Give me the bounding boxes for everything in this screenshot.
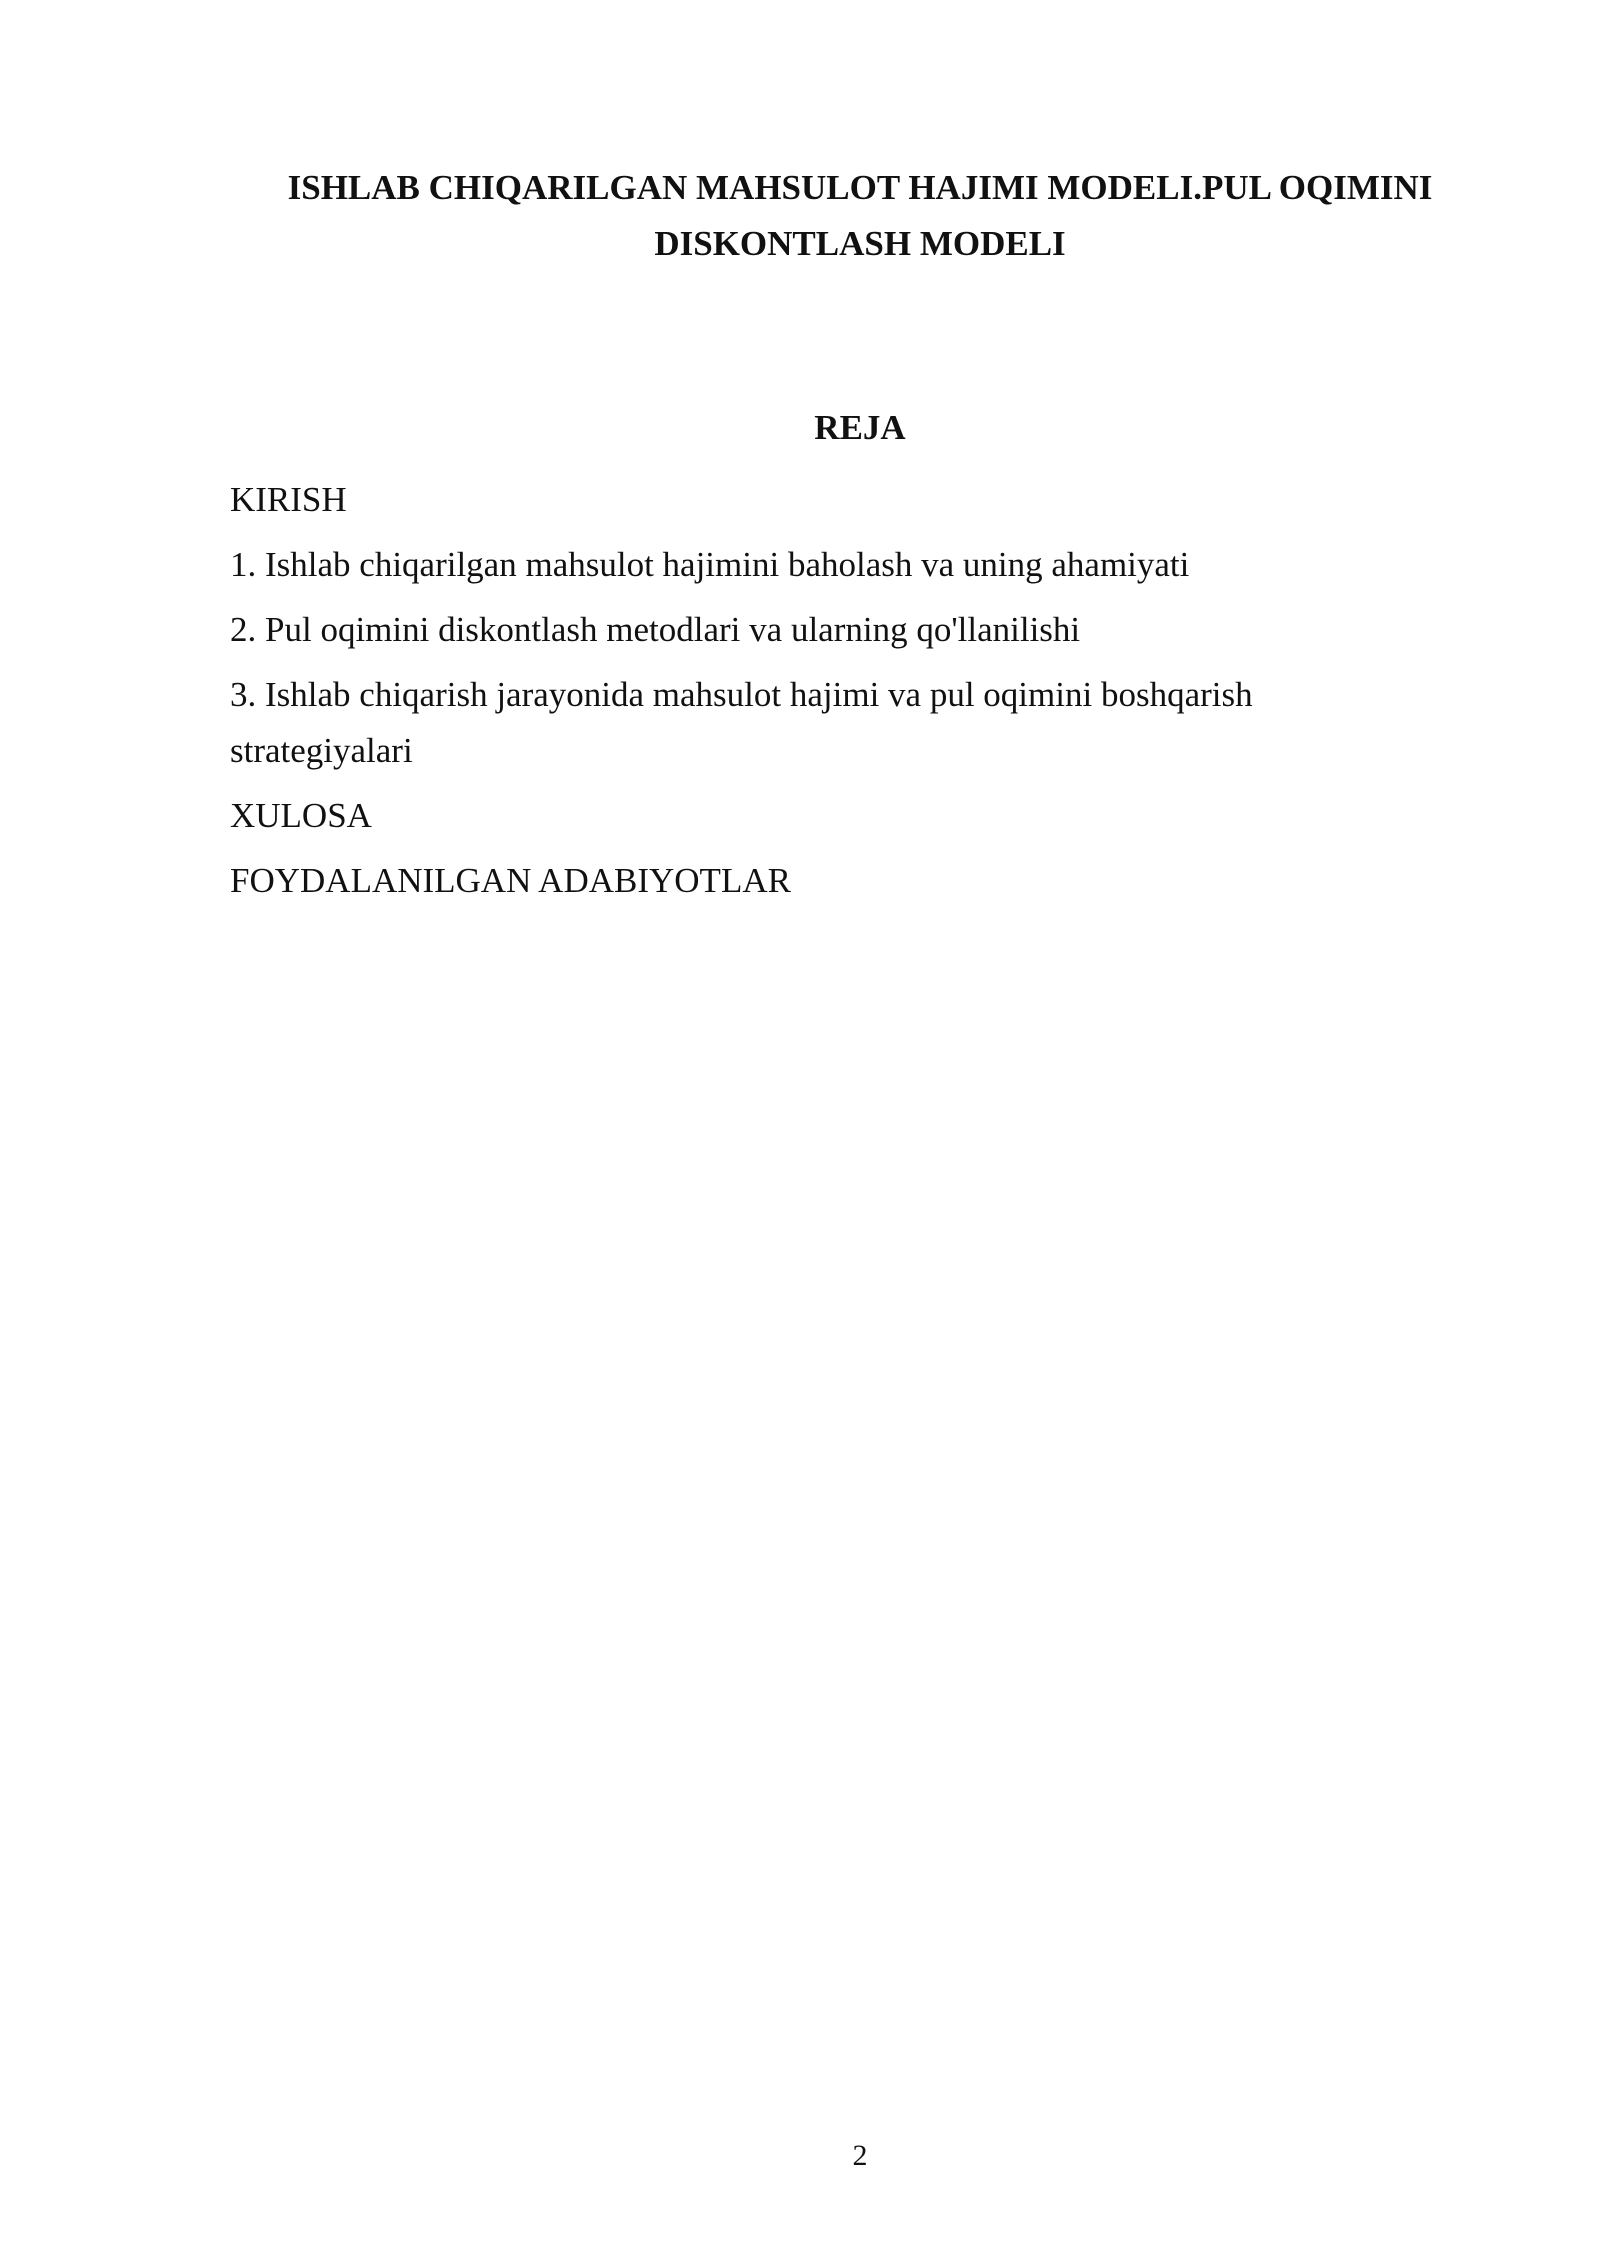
- plan-item-3: 3. Ishlab chiqarish jarayonida mahsulot hajimi va pul oqimini boshqarish strategiyalari: [230, 675, 1253, 770]
- plan-item-intro: KIRISH: [230, 480, 347, 519]
- document-title-line-1: ISHLAB CHIQARILGAN MAHSULOT HAJIMI MODELI.PUL OQIMINI: [287, 168, 1433, 207]
- plan-item-conclusion: XULOSA: [230, 796, 372, 835]
- page-number: 2: [852, 2139, 868, 2172]
- plan-item-references: FOYDALANILGAN ADABIYOTLAR: [230, 861, 791, 900]
- plan-list: [230, 472, 1430, 918]
- plan-item-2: 2. Pul oqimini diskontlash metodlari va ularning qo'llanilishi: [230, 610, 1081, 649]
- document-title: [230, 160, 1490, 272]
- plan-item-1: 1. Ishlab chiqarilgan mahsulot hajimini baholash va uning ahamiyati: [230, 545, 1190, 584]
- plan-heading: REJA: [814, 408, 906, 447]
- document-title-line-2: DISKONTLASH MODELI: [654, 224, 1066, 263]
